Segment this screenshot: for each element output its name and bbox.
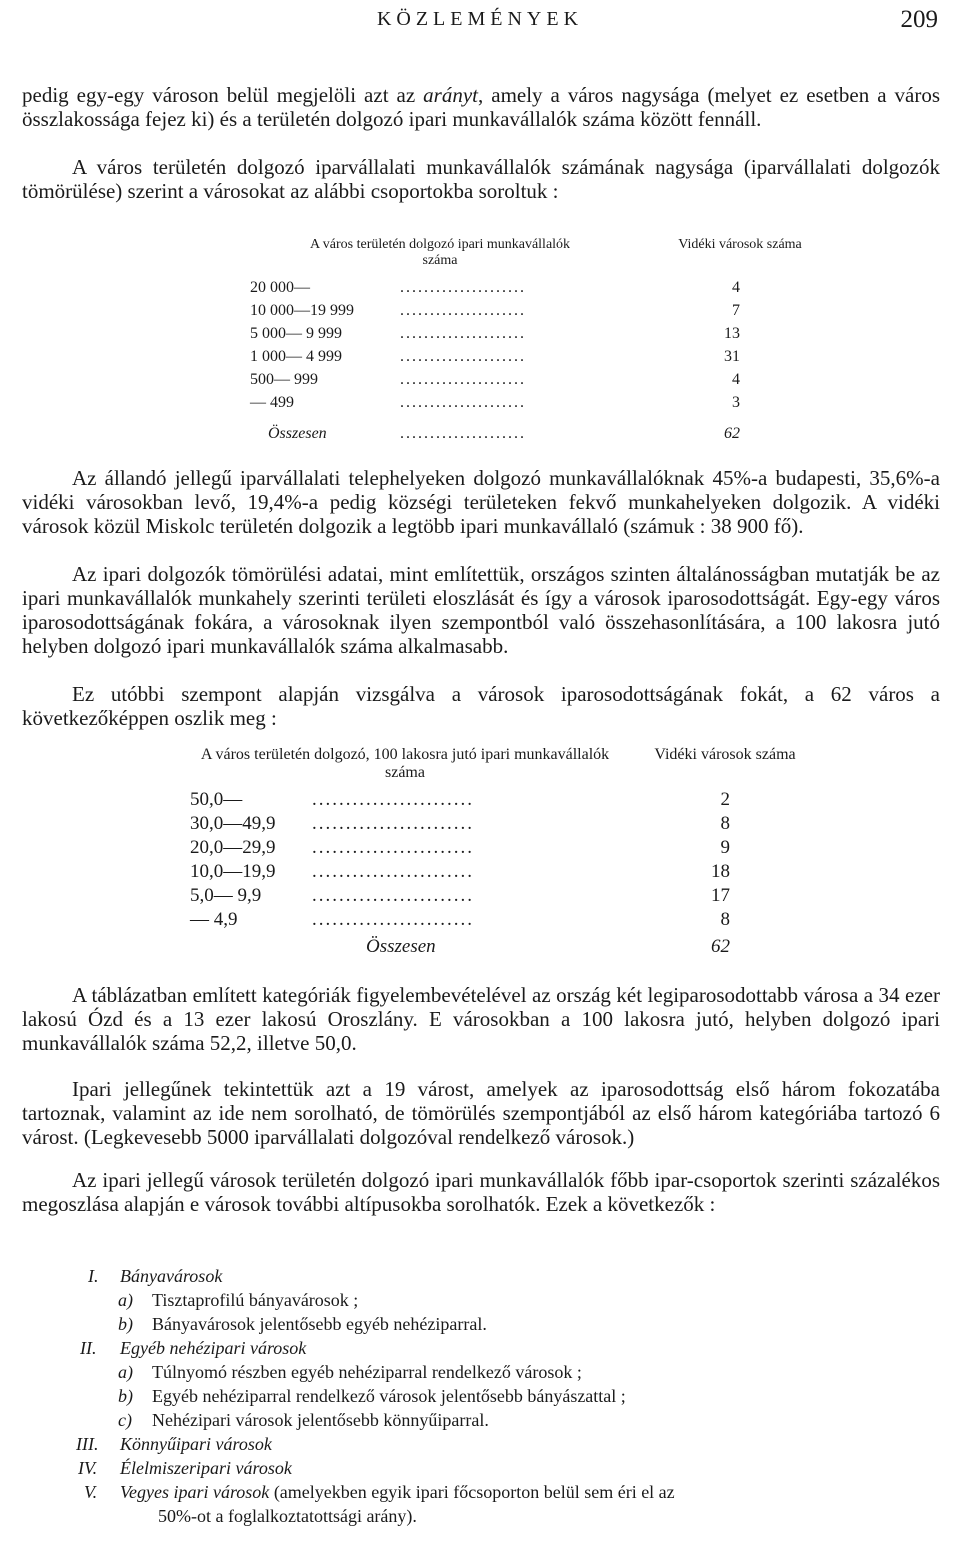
list-item-continuation: 50%-ot a foglalkoztatottsági arány). xyxy=(158,1506,417,1526)
table-row-leader: ..................... xyxy=(400,394,526,411)
table-row xyxy=(250,279,810,301)
list-item-marker: c) xyxy=(118,1410,132,1430)
list-item xyxy=(118,1410,489,1431)
table-row-category: 20 000— xyxy=(250,279,310,296)
table-row-value: 13 xyxy=(724,325,740,342)
list-item-marker: b) xyxy=(118,1386,133,1406)
list-item-marker: b) xyxy=(118,1314,133,1334)
table-row-leader: ........................ xyxy=(312,861,474,882)
table-row-value: 3 xyxy=(732,394,740,411)
table-row xyxy=(190,813,810,838)
list-item-marker: a) xyxy=(118,1362,133,1382)
table-row-leader: ..................... xyxy=(400,371,526,388)
table-1-header-left: A város területén dolgozó ipari munkavállalók száma xyxy=(309,237,571,268)
paragraph-1 xyxy=(22,83,940,131)
table-row xyxy=(190,861,810,886)
list-item-text: Nehézipari városok jelentősebb könnyűiparral. xyxy=(152,1410,489,1430)
table-row xyxy=(250,302,810,324)
table-row xyxy=(190,789,810,814)
table-total-label: Összesen xyxy=(268,425,327,442)
table-total-value: 62 xyxy=(724,425,740,442)
table-row-category: 50,0— xyxy=(190,789,243,810)
table-row xyxy=(250,371,810,393)
list-item-text: Tisztaprofilú bányavárosok ; xyxy=(152,1290,359,1310)
paragraph-5: Ez utóbbi szempont alapján vizsgálva a városok iparosodottságának fokát, a 62 város a következőképpen oszlik meg : xyxy=(22,682,940,730)
list-item-marker: V. xyxy=(84,1482,98,1502)
table-total-label: Összesen xyxy=(366,936,436,957)
table-row xyxy=(250,325,810,347)
table-row-leader: ..................... xyxy=(400,348,526,365)
list-item-text: Bányavárosok xyxy=(120,1266,223,1286)
table-row xyxy=(190,909,810,934)
list-item xyxy=(84,1482,675,1503)
table-row-value: 9 xyxy=(720,837,730,858)
table-row xyxy=(250,348,810,370)
table-row-leader: ..................... xyxy=(400,325,526,342)
list-item-text: Könnyűipari városok xyxy=(120,1434,272,1454)
paragraph-2: A város területén dolgozó iparvállalati munkavállalók számának nagysága (iparvállalati dolgozók tömörülése) szerint a városokat az alábbi csoportokba soroltuk : xyxy=(22,155,940,203)
table-row-value: 2 xyxy=(720,789,730,810)
table-row-category: — 4,9 xyxy=(190,909,238,930)
running-title: KÖZLEMÉNYEK xyxy=(376,8,584,30)
list-item-marker: IV. xyxy=(78,1458,98,1478)
table-row-category: 20,0—29,9 xyxy=(190,837,276,858)
paragraph-1-end: , amely a város nagysága (melyet ez esetben a város összlakossága fejez ki) és a területén dolgozó ipari munkavállalók száma között fennáll. xyxy=(22,83,941,131)
table-2-header-left: A város területén dolgozó, 100 lakosra jutó ipari munkavállalók száma xyxy=(200,746,610,781)
page-header xyxy=(20,8,940,40)
paragraph-1-start: pedig egy-egy városon belül megjelöli azt az xyxy=(22,83,424,107)
table-row-category: 10,0—19,9 xyxy=(190,861,276,882)
table-row-leader: ........................ xyxy=(312,885,474,906)
list-item xyxy=(88,1266,222,1287)
list-item-text: Egyéb nehézipari városok xyxy=(120,1338,307,1358)
table-row-category: 1 000— 4 999 xyxy=(250,348,342,365)
list-item-text-rest: (amelyekben egyik ipari főcsoporton belül sem éri el az xyxy=(269,1482,675,1502)
table-row-category: 500— 999 xyxy=(250,371,318,388)
table-row-value: 7 xyxy=(732,302,740,319)
list-item xyxy=(78,1458,292,1479)
table-row-leader: ........................ xyxy=(312,909,474,930)
list-item-marker: I. xyxy=(88,1266,99,1286)
list-item-text: Egyéb nehéziparral rendelkező városok jelentősebb bányászattal ; xyxy=(152,1386,626,1406)
table-row-category: — 499 xyxy=(250,394,294,411)
list-item-marker: III. xyxy=(76,1434,99,1454)
table-row-value: 4 xyxy=(732,371,740,388)
paragraph-1-emphasis: arányt xyxy=(423,83,478,107)
table-row-value: 8 xyxy=(720,813,730,834)
list-item xyxy=(118,1386,626,1407)
list-item-text: Vegyes ipari városok xyxy=(120,1482,270,1502)
table-row-leader: ........................ xyxy=(312,837,474,858)
table-total-row xyxy=(190,936,810,961)
page-number: 209 xyxy=(900,6,938,33)
table-row-value: 4 xyxy=(732,279,740,296)
list-item-marker: II. xyxy=(80,1338,97,1358)
table-row-value: 18 xyxy=(711,861,730,882)
table-row-category: 5,0— 9,9 xyxy=(190,885,262,906)
table-row xyxy=(250,394,810,416)
table-row-category: 5 000— 9 999 xyxy=(250,325,342,342)
paragraph-4: Az ipari dolgozók tömörülési adatai, mint említettük, országos szinten általánosságban mutatják be az ipari munkavállalók munkahely szerinti területi eloszlását és így a városok iparosodottságát. Egy-egy város iparosodottságának fokára, a városoknak ilyen szempontból való összehasonlítására, a 100 lakosra jutó helyben dolgozó ipari munkavállalók száma alkalmasabb. xyxy=(22,562,940,658)
table-row-leader: ..................... xyxy=(400,302,526,319)
table-row-value: 31 xyxy=(724,348,740,365)
table-row-value: 8 xyxy=(720,909,730,930)
table-row xyxy=(190,885,810,910)
table-row-leader: ..................... xyxy=(400,279,526,296)
paragraph-6: A táblázatban említett kategóriák figyelembevételével az ország két legiparosodottabb városa a 34 ezer lakosú Ózd és a 13 ezer lakosú Oroszlány. E városokban a 100 lakosra jutó, helyben dolgozó ipari munkavállalók száma 52,2, illetve 50,0. xyxy=(22,983,940,1055)
list-item-text: Bányavárosok jelentősebb egyéb nehéziparral. xyxy=(152,1314,487,1334)
table-row-value: 17 xyxy=(711,885,730,906)
list-item xyxy=(76,1434,272,1455)
list-item-text: Élelmiszeripari városok xyxy=(120,1458,292,1478)
table-row-category: 30,0—49,9 xyxy=(190,813,276,834)
table-2-header-right: Vidéki városok száma xyxy=(654,746,796,763)
list-item xyxy=(118,1290,358,1311)
paragraph-7: Ipari jellegűnek tekintettük azt a 19 várost, amelyek az iparosodottság első három fokozatába tartoznak, valamint az ide nem sorolható, de tömörülés szempontjából az első három kategóriába tartozó 6 várost. (Legkevesebb 5000 iparvállalati dolgozóval rendelkező városok.) xyxy=(22,1077,940,1149)
list-item xyxy=(118,1314,487,1335)
paragraph-3: Az állandó jellegű iparvállalati telephelyeken dolgozó munkavállalóknak 45%-a budapesti, 35,6%-a vidéki városokban levő, 19,4%-a pedig községi területeken fekvő munkahelyeken dolgozik. A vidéki városok közül Miskolc területén dolgozik a legtöbb ipari munkavállaló (számuk : 38 900 fő). xyxy=(22,466,940,538)
table-total-value: 62 xyxy=(711,936,730,957)
list-item xyxy=(80,1338,306,1359)
table-row-leader: ........................ xyxy=(312,789,474,810)
table-row-leader: ..................... xyxy=(400,425,526,442)
paragraph-8: Az ipari jellegű városok területén dolgozó ipari munkavállalók főbb ipar-csoportok szerinti százalékos megoszlása alapján e városok további altípusokba sorolhatók. Ezek a következők : xyxy=(22,1168,940,1216)
table-total-row xyxy=(250,425,810,447)
table-row xyxy=(190,837,810,862)
list-item-marker: a) xyxy=(118,1290,133,1310)
table-1-header-right: Vidéki városok száma xyxy=(678,237,802,252)
table-worker-concentration xyxy=(250,237,810,452)
list-item xyxy=(118,1362,582,1383)
table-row-leader: ........................ xyxy=(312,813,474,834)
table-industrialization xyxy=(190,746,810,961)
list-item-text: Túlnyomó részben egyéb nehéziparral rendelkező városok ; xyxy=(152,1362,582,1382)
table-row-category: 10 000—19 999 xyxy=(250,302,354,319)
